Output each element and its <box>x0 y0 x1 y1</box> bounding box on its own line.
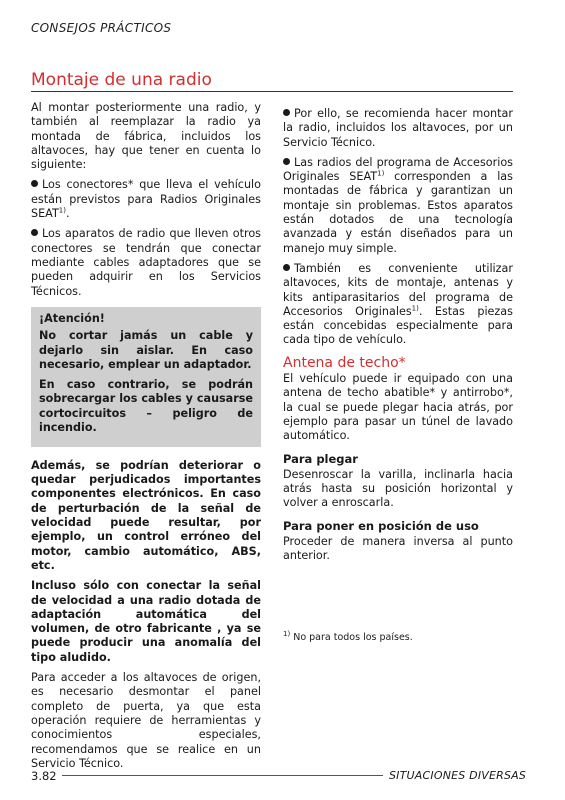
warning-box <box>31 307 261 447</box>
bullet-original-radios: Las radios del programa de Accesorios Originales SEAT$^{1)}$ corresponden a las montadas de fábrica y garantizan un montaje sin problemas. Estos aparatos están dotados de una tecnología avanzada y están diseñados para un manejo muy simple. <box>283 155 513 255</box>
bullet-icon <box>283 264 290 271</box>
title-divider <box>31 91 513 92</box>
bullet-accessories: También es conveniente utilizar altavoces, kits de montaje, antenas y kits antiparasitarios del programa de Accesorios Originales$^{1)}$. Estas piezas están concebidas especialmente para cada tipo de vehículo. <box>283 261 513 347</box>
antenna-paragraph: El vehículo puede ir equipado con una antena de techo abatible* y antirrobo*, la cual se puede plegar hacia atrás, por ejemplo para pasar un túnel de lavado automático. <box>283 372 513 443</box>
left-column <box>31 101 261 777</box>
page-title: Montaje de una radio <box>31 70 212 90</box>
footnote <box>283 629 513 644</box>
bullet-icon <box>31 180 38 187</box>
antenna-heading: Antena de techo* <box>283 354 406 371</box>
closing-paragraph: Para acceder a los altavoces de origen, es necesario desmontar el panel completo de puerta, ya que esta operación requiere de herramientas y conocimientos especiales, recomendamos que se realice en un Servicio Técnico. <box>31 671 261 770</box>
bullet-icon <box>31 229 38 236</box>
bullet-icon <box>283 158 290 165</box>
footnote-marker: 1) <box>283 629 291 638</box>
use-position-heading: Para poner en posición de uso <box>283 518 479 533</box>
bullet-other-radios: Los aparatos de radio que lleven otros conectores se tendrán que conectar mediante cables adaptadores que se pueden adquirir en los Servicios Técnicos. <box>31 227 261 298</box>
bullet-connectors: Los conectores* que lleva el vehículo están previstos para Radios Originales SEAT$^{1)}$. <box>31 178 261 221</box>
fold-heading: Para plegar <box>283 451 358 466</box>
footer-section-label: SITUACIONES DIVERSAS <box>389 769 527 782</box>
right-column <box>283 107 513 570</box>
footer-divider <box>62 775 383 776</box>
fold-paragraph: Desenroscar la varilla, inclinarla hacia atrás hasta su posición horizontal y volver a enroscarla. <box>283 467 513 510</box>
page-number: 3.82 <box>31 769 57 783</box>
intro-paragraph: Al montar posteriormente una radio, y también al reemplazar la radio ya montada de fábrica, incluidos los altavoces, hay que tener en cuenta lo siguiente: <box>31 101 261 172</box>
use-position-paragraph: Proceder de manera inversa al punto anterior. <box>283 535 513 563</box>
warning-title: ¡Atención! <box>39 311 105 325</box>
bullet-icon <box>283 109 290 116</box>
footnote-ref: 1) <box>411 304 419 313</box>
bold-paragraph-2: Incluso sólo con conectar la señal de velocidad a una radio dotada de adaptación automática del volumen, de otro fabricante , ya se puede producir una anomalía del tipo aludido. <box>31 579 261 664</box>
running-header: CONSEJOS PRÁCTICOS <box>31 21 172 35</box>
bold-paragraph-1: Además, se podrían deteriorar o quedar perjudicados importantes componentes electrónicos. En caso de perturbación de la señal de velocidad puede resultar, por ejemplo, un control erróneo del motor, cambio automático, ABS, etc. <box>31 458 261 572</box>
footnote-text: No para todos los países. <box>290 632 413 643</box>
footnote-ref: 1) <box>58 206 66 215</box>
bullet-technical-service: Por ello, se recomienda hacer montar la radio, incluidos los altavoces, por un Servicio Técnico. <box>283 107 513 149</box>
warning-text-2: En caso contrario, se podrán sobrecargar los cables y causarse cortocircuitos – peligro de incendio. <box>39 377 253 435</box>
footnote-ref: 1) <box>377 169 385 178</box>
warning-text-1: No cortar jamás un cable y dejarlo sin aislar. En caso necesario, emplear un adaptador. <box>39 329 253 372</box>
